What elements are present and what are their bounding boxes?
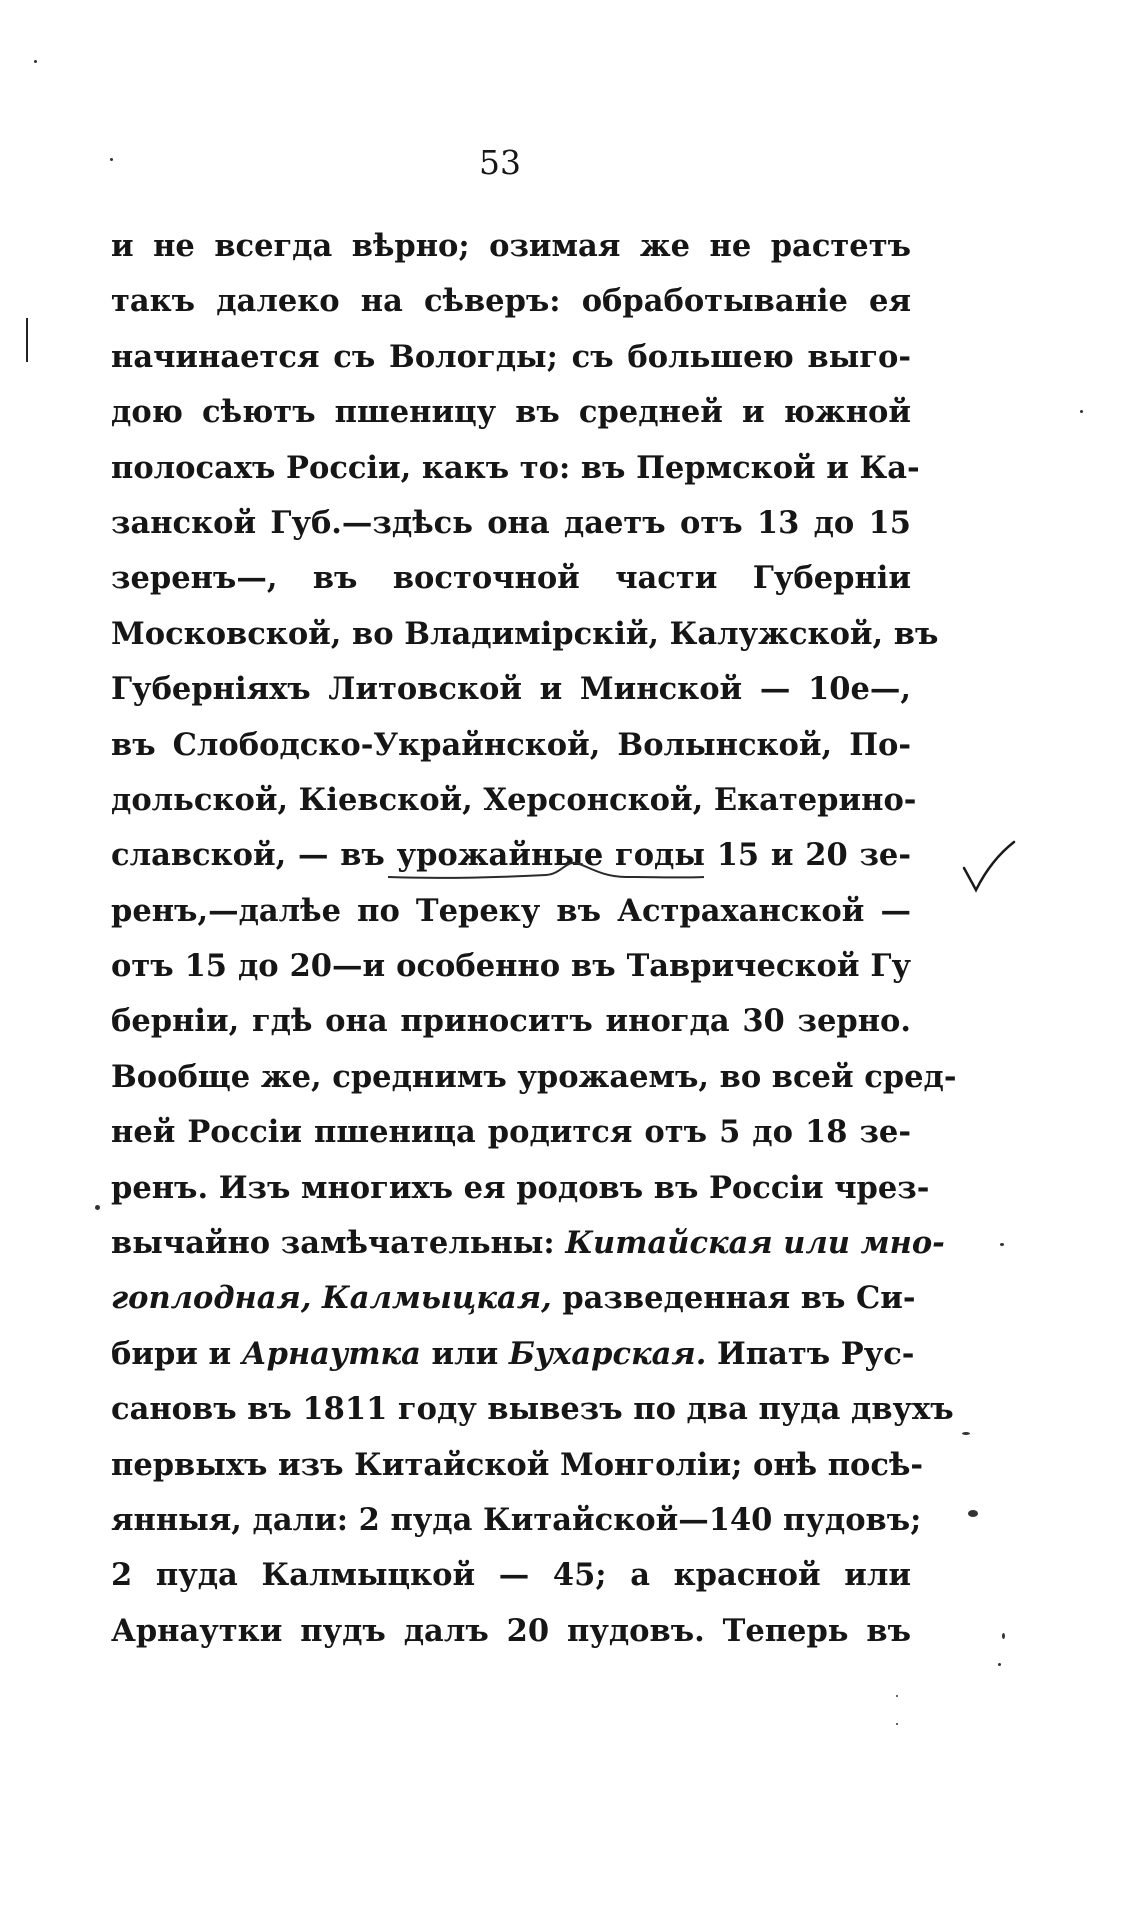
scan-speck xyxy=(110,158,113,161)
margin-bar-mark xyxy=(26,318,28,362)
text-run: или xyxy=(420,1335,509,1372)
check-mark-icon xyxy=(960,838,1016,898)
text-run: бири и xyxy=(111,1335,242,1372)
text-line xyxy=(111,1327,915,1382)
text-line xyxy=(111,1271,916,1326)
text-line: берніи, гдѣ она приноситъ иногда 30 зерно. xyxy=(111,1003,911,1040)
page-number: 53 xyxy=(479,143,521,182)
text-line: ней Россіи пшеница родится отъ 5 до 18 зе- xyxy=(111,1114,911,1151)
scan-speck xyxy=(896,1723,898,1725)
text-line: занской Губ.—здѣсь она даетъ отъ 13 до 15 xyxy=(111,504,911,541)
text-line: Губерніяхъ Литовской и Минской — 10е—, xyxy=(111,671,911,708)
text-line: зеренъ—, въ восточной части Губерніи xyxy=(111,560,911,597)
text-block xyxy=(111,219,957,1659)
text-line: въ Слободско-Украйнской, Волынской, По- xyxy=(111,726,911,763)
scan-speck xyxy=(896,1695,898,1697)
text-line: сановъ въ 1811 году вывезъ по два пуда двухъ xyxy=(111,1391,954,1428)
text-line: и не всегда вѣрно; озимая же не растетъ xyxy=(111,228,911,264)
text-line xyxy=(111,1216,945,1271)
text-run: разведенная въ Си- xyxy=(551,1280,916,1317)
text-line: начинается съ Вологды; съ большею выго- xyxy=(111,338,911,375)
text-line: дою сѣютъ пшеницу въ средней и южной xyxy=(111,394,911,431)
scan-speck xyxy=(1080,410,1083,413)
text-line: Вообще же, среднимъ урожаемъ, во всей сред- xyxy=(111,1058,957,1095)
text-line: ренъ,—далѣе по Тереку въ Астраханской — xyxy=(111,892,911,929)
text-line: янныя, дали: 2 пуда Китайской—140 пудовъ; xyxy=(111,1501,922,1538)
text-line: первыхъ изъ Китайской Монголіи; онѣ посѣ- xyxy=(111,1446,924,1483)
italic-run: Арнаутка xyxy=(241,1335,421,1372)
text-line: Московской, во Владимірскій, Калужской, въ xyxy=(111,615,939,652)
text-line: Арнаутки пудъ далъ 20 пудовъ. Теперь въ xyxy=(111,1612,911,1649)
scan-speck xyxy=(998,1663,1001,1666)
text-line: ренъ. Изъ многихъ ея родовъ въ Россіи чрез- xyxy=(111,1169,930,1206)
italic-run: Бухарская. xyxy=(508,1335,707,1372)
text-line: отъ 15 до 20—и особенно въ Таврической Гу xyxy=(111,948,911,985)
scan-speck xyxy=(962,1432,970,1435)
italic-run: Китайская или мно- xyxy=(565,1225,945,1262)
text-line: 2 пуда Калмыцкой — 45; а красной или xyxy=(111,1557,911,1594)
text-run: Ипатъ Рус- xyxy=(706,1335,915,1372)
text-line: полосахъ Россіи, какъ то: въ Пермской и Ка- xyxy=(111,449,920,486)
text-line: славской, — въ урожайные годы 15 и 20 зе- xyxy=(111,837,911,874)
pencil-underline-mark xyxy=(386,855,706,885)
text-line: такъ далеко на сѣверъ: обработываніе ея xyxy=(111,283,911,320)
scan-speck xyxy=(34,60,37,63)
scan-speck xyxy=(1002,1633,1005,1639)
italic-run: гоплодная, Калмыцкая, xyxy=(111,1280,552,1317)
text-line: дольской, Кіевской, Херсонской, Екатерино- xyxy=(111,781,917,818)
scan-speck xyxy=(968,1510,978,1517)
scan-speck xyxy=(95,1205,100,1210)
text-run: вычайно замѣчательны: xyxy=(111,1225,566,1262)
scan-speck xyxy=(1000,1243,1004,1246)
